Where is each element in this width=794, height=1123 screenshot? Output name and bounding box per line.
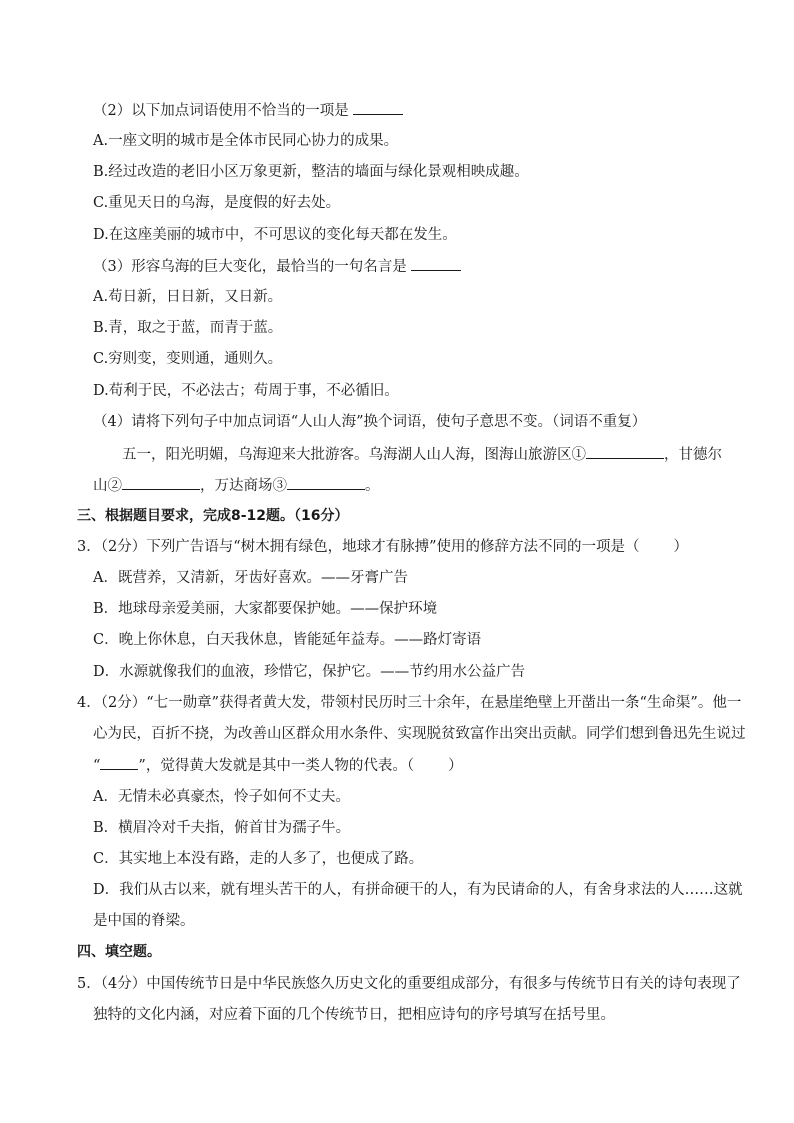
sub3-stem: （3）形容乌海的巨大变化，最恰当的一句名言是 [93, 256, 461, 277]
section-3-title: 三、根据题目要求，完成8-12题。（16分） [77, 508, 349, 524]
q4-option-b: B．横眉冷对千夫指，俯首甘为孺子牛。 [93, 820, 351, 836]
q4-option-a: A．无情未必真豪杰，怜子如何不丈夫。 [93, 789, 350, 805]
q5-stem-line2: 独特的文化内涵，对应着下面的几个传统节日，把相应诗句的序号填写在括号里。 [93, 1007, 615, 1023]
sub3-option-b: B.青，取之于蓝，而青于蓝。 [93, 320, 283, 336]
sub2-option-c: C.重见天日的乌海，是度假的好去处。 [93, 195, 341, 211]
q4-option-d-line2: 是中国的脊梁。 [93, 913, 195, 929]
q3-option-d: D．水源就像我们的血液，珍惜它，保护它。——节约用水公益广告 [93, 664, 526, 680]
q3-option-c: C．晚上你休息，白天我休息，皆能延年益寿。——路灯寄语 [93, 632, 482, 648]
sub2-option-b: B.经过改造的老旧小区万象更新，整洁的墙面与绿化景观相映成趣。 [93, 164, 529, 180]
fill-blank-1[interactable] [586, 444, 664, 459]
sub2-stem: （2）以下加点词语使用不恰当的一项是 [93, 100, 403, 121]
q4-stem-line1: 4．（2分）“七一勋章”获得者黄大发，带领村民历时三十余年，在悬崖绝壁上开凿出一条“生命渠”。他一 [77, 695, 742, 711]
sub3-option-c: C.穷则变，变则通，通则久。 [93, 351, 283, 367]
sub4-stem: （4）请将下列句子中加点词语“人山人海”换个词语，使句子意思不变。（词语不重复） [93, 414, 647, 430]
sub3-option-a: A.苟日新，日日新，又日新。 [93, 289, 283, 305]
answer-blank[interactable] [353, 100, 403, 115]
sub2-option-d: D.在这座美丽的城市中，不可思议的变化每天都在发生。 [93, 227, 457, 243]
q3-option-a: A．既营养，又清新，牙齿好喜欢。——牙膏广告 [93, 570, 408, 586]
sub4-paragraph-line2: 山② ，万达商场③ 。 [93, 475, 380, 496]
quote-blank[interactable] [100, 755, 138, 770]
fill-blank-3[interactable] [287, 475, 365, 490]
fill-blank-2[interactable] [122, 475, 200, 490]
section-4-title: 四、填空题。 [77, 944, 161, 960]
q3-stem: 3．（2分）下列广告语与“树木拥有绿色，地球才有脉搏”使用的修辞方法不同的一项是（ ） [77, 539, 689, 555]
q3-option-b: B．地球母亲爱美丽，大家都要保护她。——保护环境 [93, 601, 438, 617]
q4-stem-line3: “ ”，觉得黄大发就是其中一类人物的代表。（ ） [93, 755, 463, 776]
q4-option-d-line1: D．我们从古以来，就有埋头苦干的人，有拼命硬干的人，有为民请命的人，有舍身求法的人……这就 [93, 882, 743, 898]
sub3-option-d: D.苟利于民，不必法古；苟周于事，不必循旧。 [93, 383, 399, 399]
q5-stem-line1: 5．（4分）中国传统节日是中华民族悠久历史文化的重要组成部分，有很多与传统节日有关的诗句表现了 [77, 976, 741, 992]
q4-option-c: C．其实地上本没有路，走的人多了，也便成了路。 [93, 851, 424, 867]
answer-blank[interactable] [411, 256, 461, 271]
sub2-option-a: A.一座文明的城市是全体市民同心协力的成果。 [93, 133, 399, 149]
q4-stem-line2: 心为民，百折不挠，为改善山区群众用水条件、实现脱贫致富作出突出贡献。同学们想到鲁迅先生说过 [93, 726, 746, 742]
sub4-paragraph-line1: 五一，阳光明媚，乌海迎来大批游客。乌海湖人山人海，图海山旅游区① ，甘德尔 [122, 444, 722, 465]
